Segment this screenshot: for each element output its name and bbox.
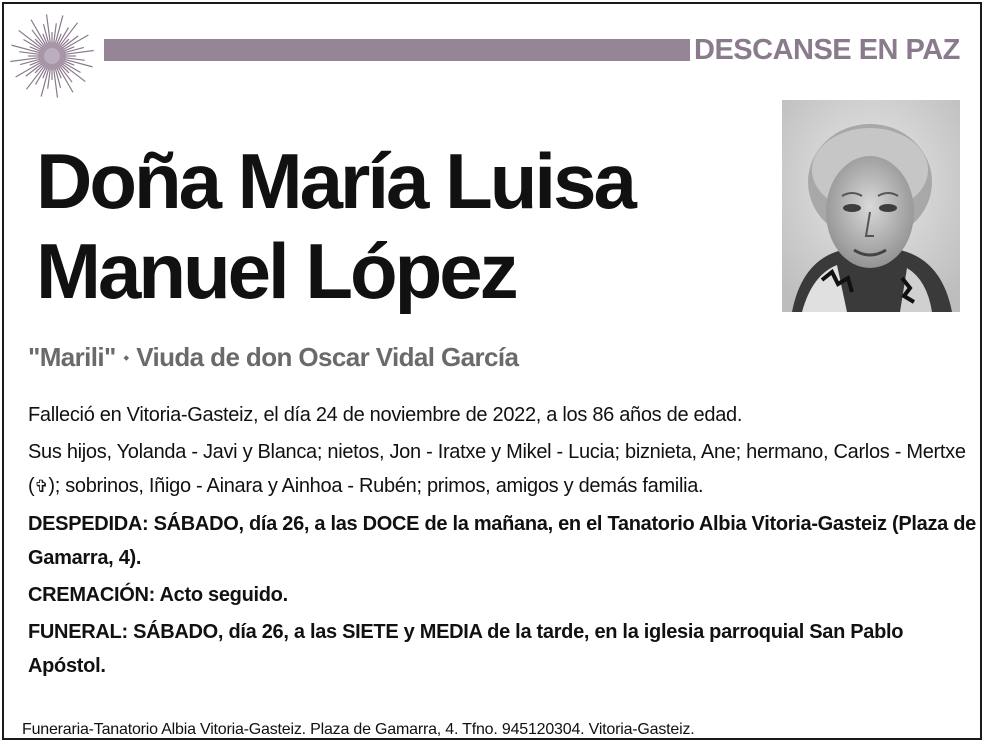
deceased-name-line1: Doña María Luisa: [36, 137, 634, 225]
obituary-notice: [2, 2, 982, 740]
nickname: "Marili": [28, 342, 116, 372]
header-band: [104, 39, 690, 61]
cremation-info: CREMACIÓN: Acto seguido.: [28, 584, 288, 606]
family-list: Sus hijos, Yolanda - Javi y Blanca; nietos, Jon - Iratxe y Mikel - Lucia; biznieta, Ane; hermano, Carlos - Mertxe (✞); sobrinos, Iñigo - Ainara y Ainhoa - Rubén; primos, amigos y demás familia.: [28, 441, 966, 497]
deceased-name-line2: Manuel López: [36, 227, 516, 315]
diamond-separator-icon: ⬩: [123, 349, 129, 365]
death-announcement: Falleció en Vitoria-Gasteiz, el día 24 de noviembre de 2022, a los 86 años de edad.: [28, 404, 743, 426]
header-label: DESCANSE EN PAZ: [694, 34, 960, 66]
farewell-info: DESPEDIDA: SÁBADO, día 26, a las DOCE de la mañana, en el Tanatorio Albia Vitoria-Gasteiz (Plaza de Gamarra, 4).: [28, 513, 976, 569]
subtitle: [28, 342, 518, 373]
funeral-info: FUNERAL: SÁBADO, día 26, a las SIETE y MEDIA de la tarde, en la iglesia parroquial San Pablo Apóstol.: [28, 621, 904, 677]
widow-of: Viuda de don Oscar Vidal García: [136, 342, 519, 372]
notice-body: [28, 398, 978, 686]
cross-icon: ✞: [34, 477, 49, 496]
thistle-flower-icon: [8, 10, 100, 98]
portrait-photo: [782, 100, 960, 312]
funeral-home-footer: Funeraria-Tanatorio Albia Vitoria-Gasteiz. Plaza de Gamarra, 4. Tfno. 945120304. Vitoria-Gasteiz.: [22, 721, 695, 738]
